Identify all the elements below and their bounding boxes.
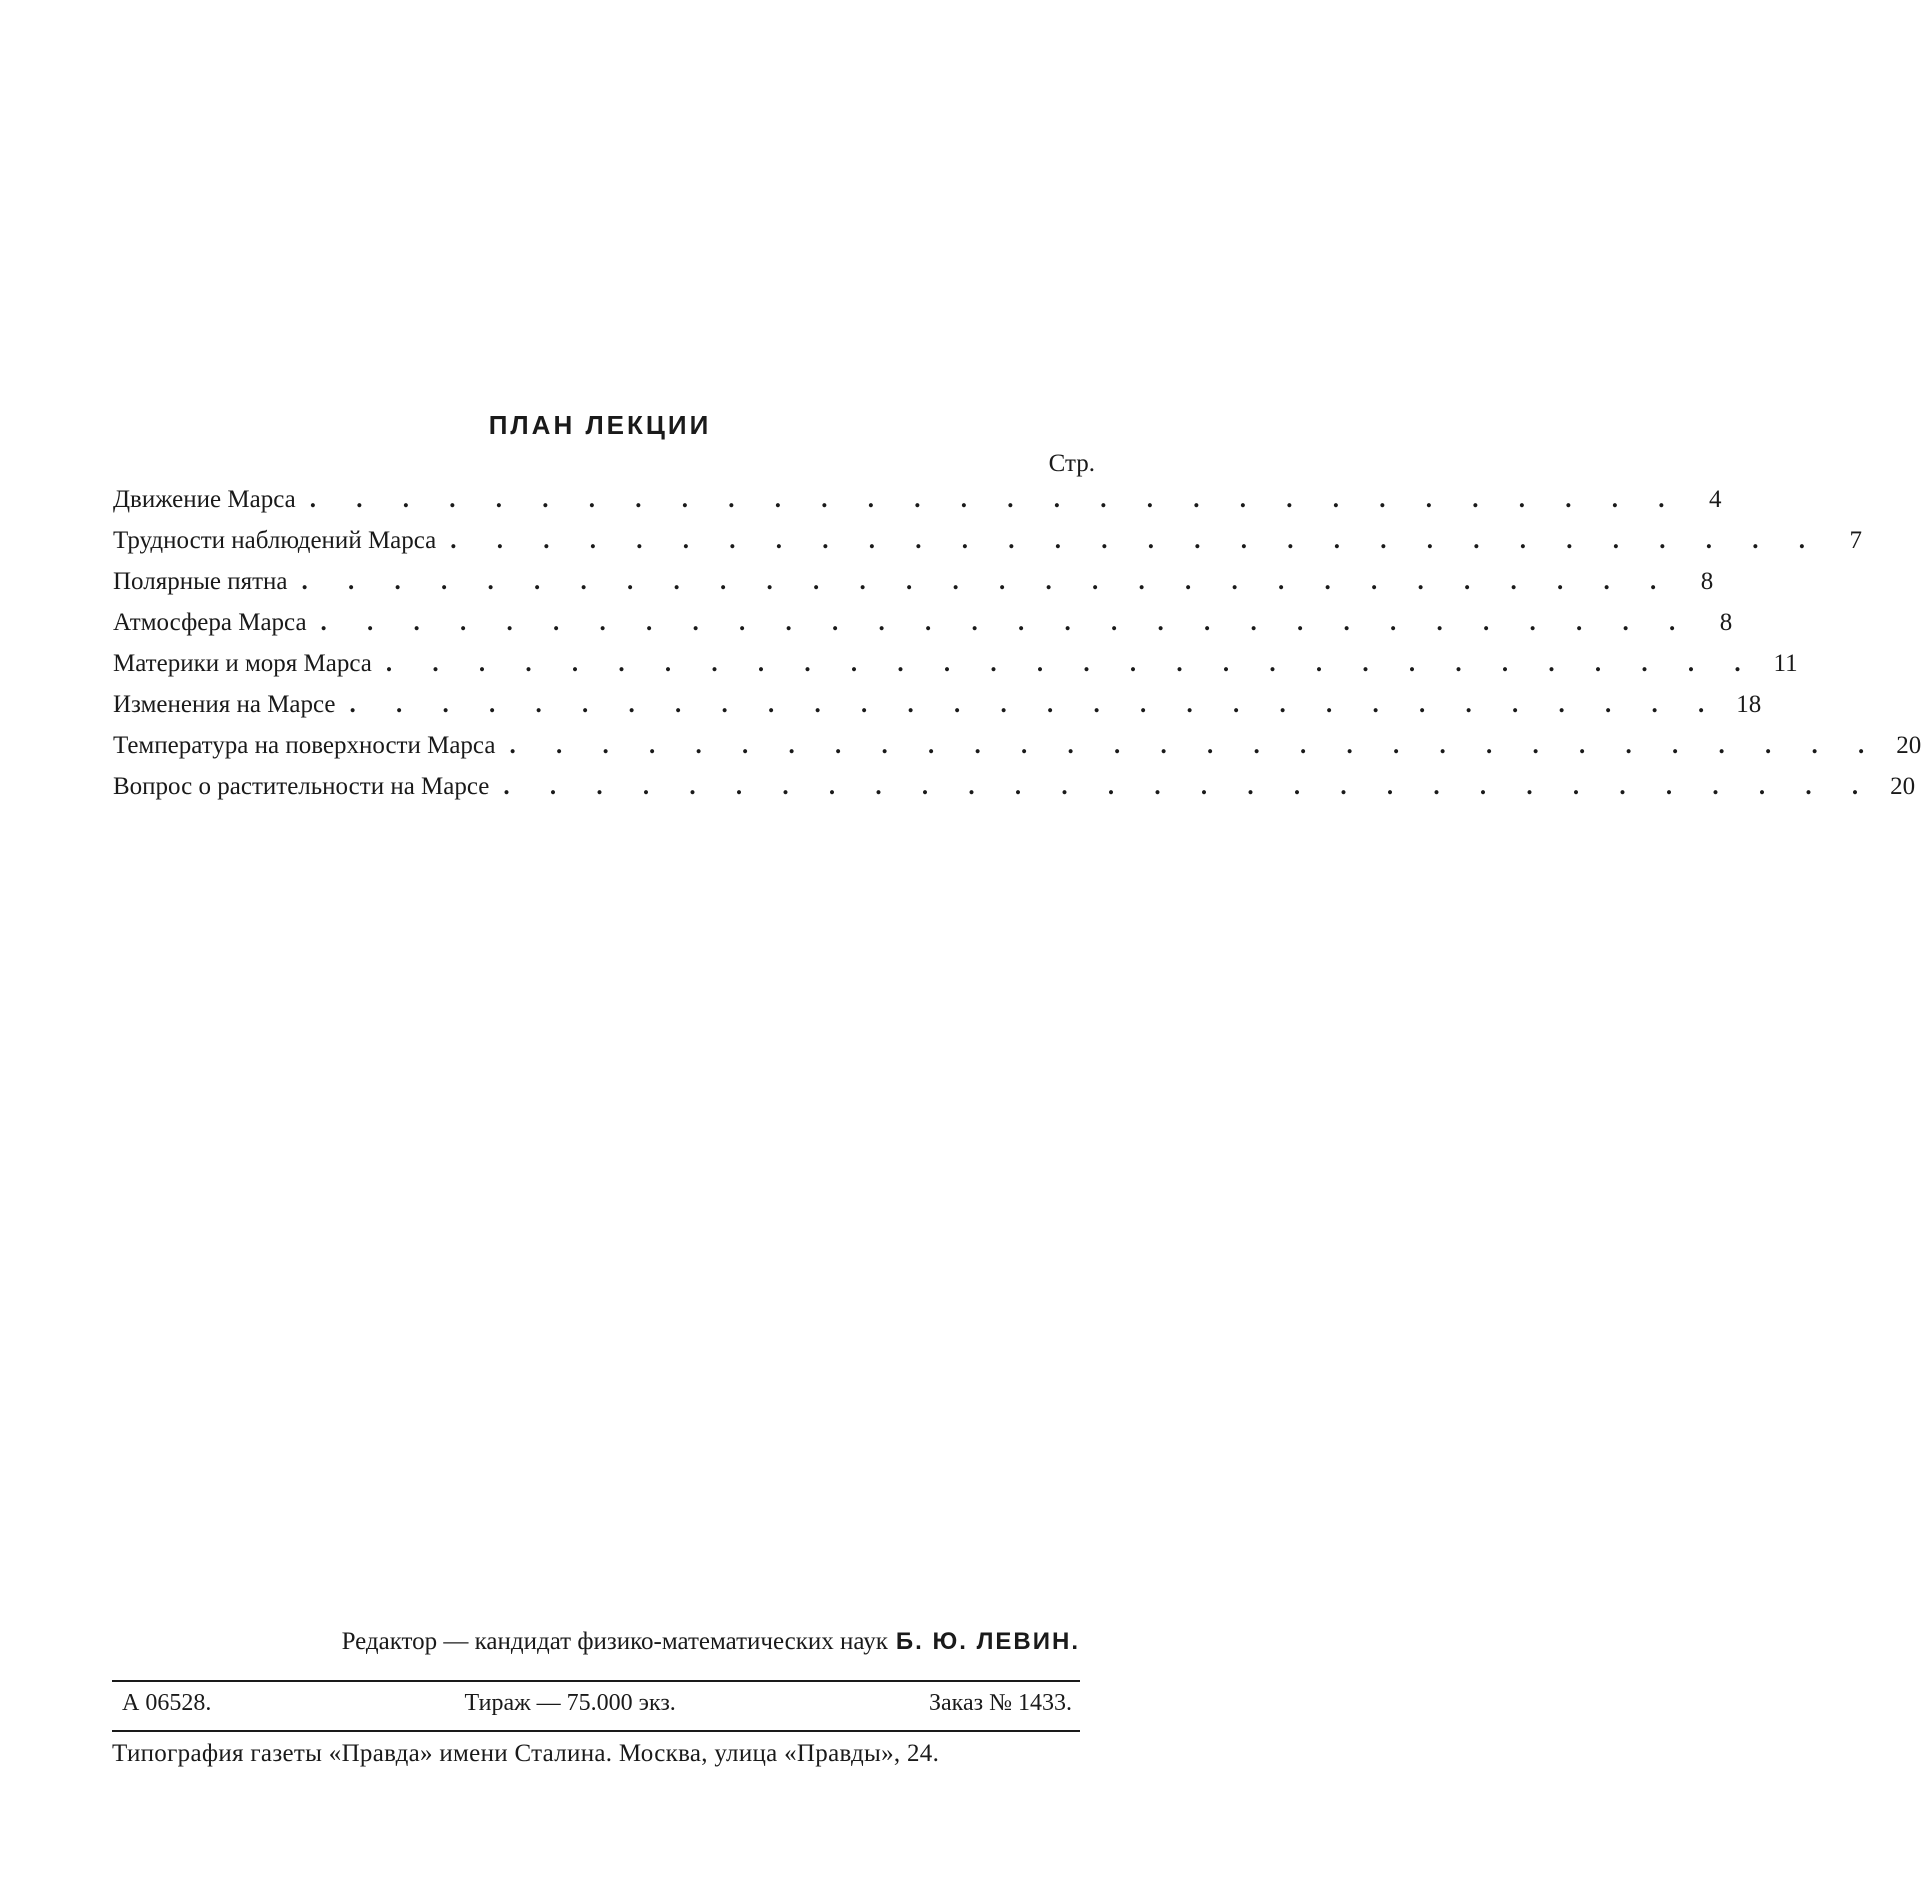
toc-entry-label: Полярные пятна	[113, 568, 288, 595]
toc-entry-label: Вопрос о растительности на Марсе	[113, 773, 490, 800]
page-title: ПЛАН ЛЕКЦИИ	[488, 410, 712, 440]
imprint-row	[122, 1690, 1072, 1717]
toc-entry-page: 8	[1700, 568, 1714, 595]
toc-entry-label: Движение Марса	[113, 486, 296, 513]
toc-entry	[113, 527, 1863, 568]
toc-entry-label: Трудности наблюдений Марса	[113, 527, 437, 554]
toc-entry	[113, 568, 1714, 609]
toc-entry-label: Изменения на Марсе	[113, 691, 336, 718]
page-column-label: Стр.	[1048, 450, 1095, 477]
editor-credit-prefix: Редактор — кандидат физико-математических наук	[341, 1628, 888, 1655]
toc-leader-dots: . . . . . . . . . . . . . . . . . . . . . . . . . . . . . .	[503, 773, 1876, 800]
toc-entry-page: 20	[1896, 732, 1921, 759]
table-of-contents	[113, 486, 1921, 814]
toc-leader-dots: . . . . . . . . . . . . . . . . . . . . . . . . . . . . . .	[309, 486, 1682, 513]
toc-entry	[113, 691, 1762, 732]
toc-entry	[113, 609, 1733, 650]
printer-line: Типография газеты «Правда» имени Сталина. Москва, улица «Правды», 24.	[112, 1740, 940, 1767]
imprint-print-run: Тираж — 75.000 экз.	[464, 1690, 676, 1716]
toc-entry	[113, 773, 1916, 814]
imprint-order-number: Заказ № 1433.	[928, 1690, 1072, 1716]
toc-entry-page: 8	[1719, 609, 1733, 636]
imprint-code: А 06528.	[122, 1690, 212, 1716]
toc-entry-page: 11	[1773, 650, 1798, 677]
toc-leader-dots: . . . . . . . . . . . . . . . . . . . . . . . . . . . . . .	[320, 609, 1693, 636]
toc-leader-dots: . . . . . . . . . . . . . . . . . . . . . . . . . . . . . .	[349, 691, 1722, 718]
toc-entry-page: 18	[1736, 691, 1762, 718]
toc-entry-page: 20	[1890, 773, 1916, 800]
toc-leader-dots: . . . . . . . . . . . . . . . . . . . . . . . . . . . . . .	[301, 568, 1674, 595]
toc-entry-page: 4	[1708, 486, 1722, 513]
toc-entry-page: 7	[1849, 527, 1863, 554]
toc-entry-label: Температура на поверхности Марса	[113, 732, 496, 759]
toc-leader-dots: . . . . . . . . . . . . . . . . . . . . . . . . . . . . . .	[450, 527, 1823, 554]
toc-leader-dots: . . . . . . . . . . . . . . . . . . . . . . . . . . . . . .	[385, 650, 1758, 677]
toc-entry	[113, 732, 1921, 773]
divider-rule	[112, 1680, 1080, 1682]
divider-rule	[112, 1730, 1080, 1732]
toc-leader-dots: . . . . . . . . . . . . . . . . . . . . . . . . . . . . . .	[509, 732, 1882, 759]
toc-entry	[113, 486, 1722, 527]
toc-entry-label: Материки и моря Марса	[113, 650, 372, 677]
editor-credit	[342, 1628, 1080, 1656]
toc-entry-label: Атмосфера Марса	[113, 609, 307, 636]
toc-entry	[113, 650, 1798, 691]
editor-name: Б. Ю. ЛЕВИН.	[895, 1628, 1080, 1655]
